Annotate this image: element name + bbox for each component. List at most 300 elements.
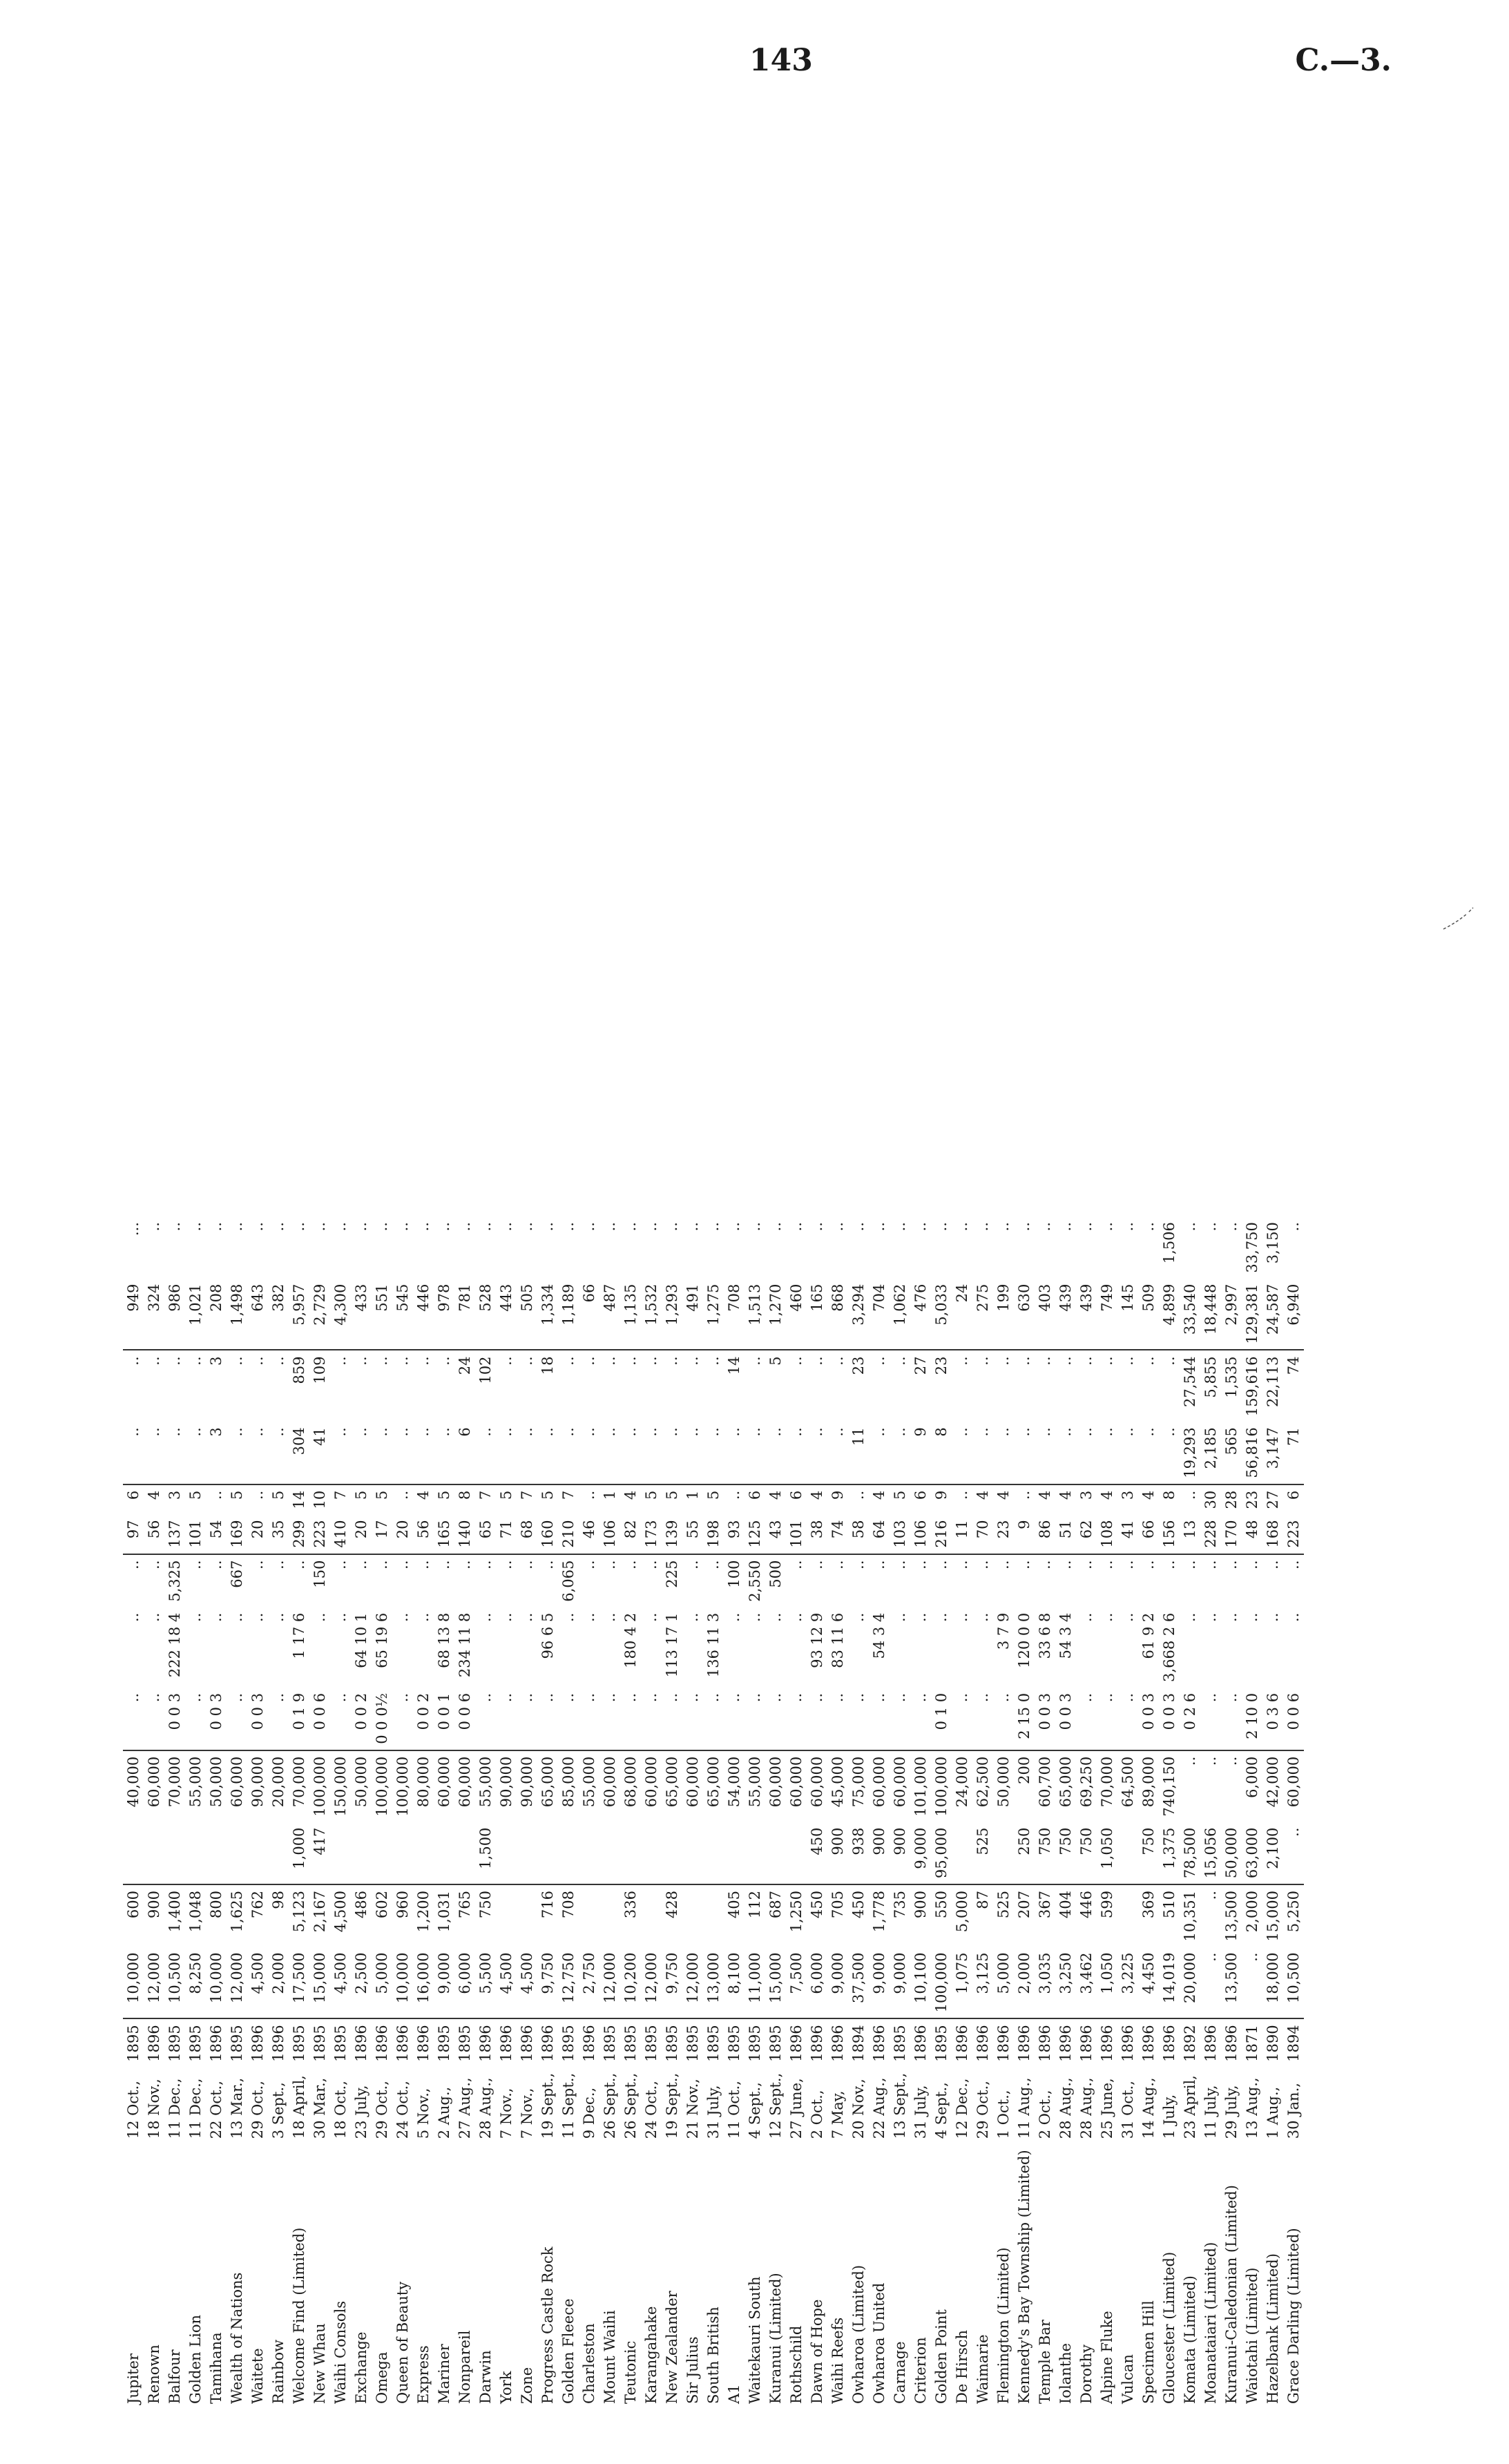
table-cell: .. [602, 1560, 618, 1569]
table-cell: 71 [496, 1515, 517, 1554]
table-cell: .. [353, 1222, 369, 1232]
table-cell: .. [537, 1422, 558, 1484]
company-name-cell: Renown [146, 2344, 162, 2404]
table-cell: 234 11 8 [456, 1612, 473, 1678]
table-cell: 336 [622, 1891, 639, 1919]
table-cell [164, 1822, 185, 1884]
table-cell: 120 0 0 [1016, 1612, 1032, 1668]
table-cell: 1896 [581, 2025, 597, 2062]
table-cell: 13 Mar., [229, 2077, 245, 2139]
table-cell: .. [1159, 1422, 1180, 1484]
table-cell: 170 [1221, 1515, 1242, 1554]
table-cell: 486 [353, 1891, 369, 1919]
table-cell: 7 [332, 1490, 349, 1500]
table-cell: .. [270, 1612, 287, 1623]
table-cell: 1896 [208, 2025, 224, 2062]
table-cell: .. [1078, 1356, 1095, 1366]
table-cell: 113 17 1 [664, 1612, 680, 1678]
company-name-cell: Kuranui (Limited) [767, 2273, 784, 2404]
table-cell: .. [537, 1688, 558, 1750]
table-cell: 1896 [1119, 2025, 1136, 2062]
table-row [123, 1216, 144, 2409]
table-cell: 1,532 [641, 1279, 662, 1350]
table-cell: 30 [1202, 1490, 1219, 1509]
company-name-cell: A1 [726, 2384, 742, 2404]
table-cell: 5 [436, 1490, 452, 1500]
table-cell: 27 [912, 1356, 929, 1375]
table-cell: 1896 [1202, 2025, 1219, 2062]
table-cell: 1,031 [436, 1891, 452, 1933]
table-cell: 29 July, [1223, 2085, 1240, 2139]
table-row [993, 1216, 1014, 2409]
table-cell: 5 [767, 1356, 784, 1366]
table-cell: 1896 [871, 2025, 887, 2062]
company-name-cell: Sir Julius [684, 2336, 701, 2404]
table-cell: .. [1099, 1612, 1115, 1623]
table-cell: .. [871, 1356, 887, 1366]
table-cell: .. [622, 1222, 639, 1232]
table-cell: 68,000 [622, 1756, 639, 1808]
table-cell: 125 [744, 1515, 765, 1554]
table-cell: .. [643, 1222, 660, 1232]
table-cell: 9,000 [890, 1947, 910, 2019]
table-cell: .. [1202, 1560, 1219, 1569]
table-cell: .. [229, 1222, 245, 1232]
table-cell: .. [332, 1612, 349, 1623]
table-cell: 781 [454, 1279, 475, 1350]
table-cell: .. [765, 1688, 786, 1750]
table-cell: 5 [664, 1490, 680, 1500]
table-cell: .. [809, 1560, 825, 1569]
table-cell: .. [912, 1612, 929, 1623]
rotated-table-container [123, 130, 1380, 2409]
table-row [1014, 1216, 1035, 2409]
table-cell: 64 [869, 1515, 890, 1554]
table-cell: 106 [910, 1515, 931, 1554]
table-cell: 5 [705, 1490, 722, 1500]
table-cell: 200 [1016, 1756, 1032, 1784]
company-name-cell: Mariner [436, 2344, 452, 2404]
table-cell: .. [268, 1422, 289, 1484]
table-cell: 704 [869, 1279, 890, 1350]
table-cell: 140 [454, 1515, 475, 1554]
table-cell: 1892 [1182, 2025, 1198, 2062]
table-cell: 41 [1117, 1515, 1138, 1554]
table-cell: 12 Oct., [125, 2081, 142, 2139]
table-cell: .. [869, 1688, 890, 1750]
table-cell: .. [1076, 1688, 1097, 1750]
table-cell: 2 Oct., [1037, 2090, 1053, 2139]
table-row [185, 1216, 206, 2409]
company-name-cell: Rothschild [788, 2325, 805, 2404]
table-cell: 1,500 [475, 1822, 496, 1884]
table-row [517, 1216, 537, 2409]
table-cell: 95,000 [931, 1822, 952, 1884]
table-cell: 98 [270, 1891, 287, 1909]
table-cell: 1896 [954, 2025, 970, 2062]
table-cell: 54 [206, 1515, 227, 1554]
table-cell: .. [684, 1356, 701, 1366]
table-row [372, 1216, 392, 2409]
table-cell: .. [1140, 1222, 1157, 1232]
table-cell: .. [765, 1422, 786, 1484]
table-cell: 0 0 1 [434, 1688, 454, 1750]
table-cell: 51 [1055, 1515, 1076, 1554]
table-cell: 4 [995, 1490, 1012, 1500]
table-cell [682, 1822, 703, 1884]
table-cell: 150 [311, 1560, 328, 1588]
company-name-cell: Exchange [353, 2331, 369, 2404]
table-cell: 9,000 [910, 1822, 931, 1884]
table-cell [392, 1822, 413, 1884]
company-name-cell: Queen of Beauty [394, 2281, 411, 2404]
table-cell: .. [1016, 1560, 1032, 1569]
table-cell: .. [933, 1560, 950, 1569]
table-cell: 9,000 [434, 1947, 454, 2019]
table-cell: 5 [374, 1490, 390, 1500]
table-row [1200, 1216, 1221, 2409]
table-cell: .. [682, 1688, 703, 1750]
table-cell: 69,250 [1078, 1756, 1095, 1808]
table-cell: .. [166, 1356, 183, 1366]
table-cell: 0 0 6 [454, 1688, 475, 1750]
table-cell: 64 10 1 [353, 1612, 369, 1668]
table-cell: .. [1055, 1422, 1076, 1484]
table-cell: 60,000 [643, 1756, 660, 1808]
page-header [0, 43, 1509, 84]
table-row [475, 1216, 496, 2409]
table-cell: .. [912, 1560, 929, 1569]
table-cell: .. [972, 1422, 993, 1484]
table-cell: .. [581, 1612, 597, 1623]
table-cell: 150,000 [332, 1756, 349, 1817]
table-cell: 9 [1014, 1515, 1035, 1554]
table-cell: 1,075 [952, 1947, 972, 2019]
table-cell: .. [436, 1356, 452, 1366]
company-name-cell: Welcome Find (Limited) [291, 2227, 307, 2404]
table-cell [351, 1822, 372, 1884]
table-cell [1117, 1822, 1138, 1884]
table-cell: .. [249, 1356, 266, 1366]
table-row [206, 1216, 227, 2409]
table-cell: 10,100 [910, 1947, 931, 2019]
table-cell: .. [560, 1222, 577, 1232]
company-name-cell: Kennedy's Bay Township (Limited) [1016, 2150, 1032, 2404]
table-cell [724, 1822, 744, 1884]
company-name-cell: De Hirsch [954, 2329, 970, 2404]
table-cell: 30 Mar., [311, 2077, 328, 2139]
table-cell: .. [394, 1612, 411, 1623]
table-cell: .. [599, 1422, 620, 1484]
table-cell: 60,000 [1285, 1756, 1302, 1808]
company-name-cell: Carnage [892, 2341, 908, 2404]
table-cell: 1,050 [1097, 1822, 1117, 1884]
table-cell: 859 [291, 1356, 307, 1384]
table-cell: .. [871, 1560, 887, 1569]
table-cell: 60,000 [767, 1756, 784, 1808]
table-cell: .. [1014, 1422, 1035, 1484]
page-number: 143 [749, 43, 813, 78]
table-cell: .. [1283, 1822, 1304, 1884]
table-cell: 1895 [622, 2025, 639, 2062]
table-cell: 1,400 [166, 1891, 183, 1933]
table-cell: .. [270, 1222, 287, 1232]
table-cell: .. [850, 1222, 867, 1232]
table-cell: 450 [809, 1891, 825, 1919]
table-cell: .. [579, 1688, 599, 1750]
table-cell: 101,000 [912, 1756, 929, 1817]
table-cell: .. [641, 1422, 662, 1484]
table-cell: 5 [187, 1490, 204, 1500]
table-cell: .. [1221, 1688, 1242, 1750]
table-cell: 17,500 [289, 1947, 309, 2019]
table-cell: 60,000 [684, 1756, 701, 1808]
table-cell: .. [892, 1560, 908, 1569]
company-name-cell: Waiotahi (Limited) [1244, 2267, 1260, 2404]
table-cell: .. [788, 1560, 805, 1569]
pencil-mark [1440, 905, 1481, 933]
table-cell: 12,750 [558, 1947, 579, 2019]
table-row [579, 1216, 599, 2409]
table-cell: .. [187, 1612, 204, 1623]
table-cell: 0 1 0 [931, 1688, 952, 1750]
table-cell: 26 Sept., [622, 2072, 639, 2139]
table-cell: .. [353, 1356, 369, 1366]
table-cell: 7 Nov., [498, 2088, 515, 2139]
table-cell: 0 3 6 [1262, 1688, 1283, 1750]
table-cell: .. [519, 1560, 535, 1569]
table-cell: 11,000 [744, 1947, 765, 2019]
table-cell: 3,294 [848, 1279, 869, 1350]
table-cell: 708 [724, 1279, 744, 1350]
table-cell: .. [1119, 1356, 1136, 1366]
table-cell: 83 11 6 [829, 1612, 846, 1668]
table-cell: .. [415, 1612, 432, 1623]
table-cell: .. [330, 1422, 351, 1484]
table-cell: 20,000 [270, 1756, 287, 1808]
table-cell [579, 1822, 599, 1884]
table-cell: 5 [539, 1490, 556, 1500]
table-cell: 8,100 [724, 1947, 744, 2019]
table-cell [268, 1822, 289, 1884]
mining-companies-table [123, 1216, 1304, 2409]
table-cell: 28 [1223, 1490, 1240, 1509]
table-cell: 11 Sept., [560, 2072, 577, 2139]
table-cell: .. [1223, 1222, 1240, 1232]
table-cell: 11 [952, 1515, 972, 1554]
table-cell: 2 10 0 [1242, 1688, 1262, 1750]
table-cell [185, 1822, 206, 1884]
table-row [496, 1216, 517, 2409]
table-cell: .. [392, 1422, 413, 1484]
table-cell: 900 [890, 1822, 910, 1884]
table-cell: 986 [164, 1279, 185, 1350]
table-cell: 1895 [933, 2025, 950, 2062]
table-cell: 9 Dec., [581, 2087, 597, 2139]
table-cell: 63,000 [1242, 1822, 1262, 1884]
table-cell: 0 2 6 [1180, 1688, 1200, 1750]
table-cell: .. [187, 1560, 204, 1569]
table-cell: 404 [1057, 1891, 1074, 1919]
table-cell: .. [809, 1356, 825, 1366]
table-cell: 61 9 2 [1140, 1612, 1157, 1659]
table-cell: .. [1097, 1422, 1117, 1484]
table-cell: .. [995, 1560, 1012, 1569]
table-cell: .. [1078, 1222, 1095, 1232]
table-cell: 13,000 [703, 1947, 724, 2019]
table-cell: 5 [643, 1490, 660, 1500]
table-cell: .. [827, 1688, 848, 1750]
table-cell: 2 15 0 [1014, 1688, 1035, 1750]
table-cell: 3,462 [1076, 1947, 1097, 2019]
table-cell: 505 [517, 1279, 537, 1350]
table-cell: 2,000 [268, 1947, 289, 2019]
table-cell: 14 Aug., [1140, 2077, 1157, 2139]
table-cell: .. [1097, 1688, 1117, 1750]
table-cell: 38 [807, 1515, 827, 1554]
table-row [1180, 1216, 1200, 2409]
table-cell: 22 Oct., [208, 2081, 224, 2139]
table-cell: 417 [309, 1822, 330, 1884]
table-cell: .. [1119, 1560, 1136, 1569]
table-cell: 1 [684, 1490, 701, 1500]
company-name-cell: Express [415, 2345, 432, 2404]
company-name-cell: South British [705, 2307, 722, 2404]
table-cell: 54 3 4 [1057, 1612, 1074, 1659]
table-cell: 750 [1055, 1822, 1076, 1884]
table-cell: 70 [972, 1515, 993, 1554]
table-row [848, 1216, 869, 2409]
company-name-cell: New Whau [311, 2323, 328, 2404]
table-cell: 54 3 4 [871, 1612, 887, 1659]
table-cell: .. [827, 1422, 848, 1484]
table-cell: .. [684, 1222, 701, 1232]
table-cell [496, 1822, 517, 1884]
table-row [454, 1216, 475, 2409]
table-cell: 1 July, [1161, 2094, 1178, 2139]
table-cell: 2,550 [747, 1560, 763, 1602]
table-cell: .. [392, 1688, 413, 1750]
table-cell: 1896 [415, 2025, 432, 2062]
table-cell [641, 1822, 662, 1884]
table-cell: 93 [724, 1515, 744, 1554]
table-cell: .. [809, 1222, 825, 1232]
table-cell: 3 7 9 [995, 1612, 1012, 1650]
table-cell: 749 [1097, 1279, 1117, 1350]
table-cell: 1 17 6 [291, 1612, 307, 1659]
table-cell: .. [247, 1422, 268, 1484]
table-cell: .. [475, 1688, 496, 1750]
table-cell [579, 1884, 599, 1947]
table-cell: 4 [622, 1490, 639, 1500]
table-cell: .. [933, 1612, 950, 1623]
company-name-cell: Owharoa (Limited) [850, 2264, 867, 2404]
table-cell: 102 [477, 1356, 494, 1384]
table-cell: 96 6 5 [539, 1612, 556, 1659]
table-cell: 85,000 [560, 1756, 577, 1808]
table-cell: 446 [413, 1279, 434, 1350]
table-cell: 24 [952, 1279, 972, 1350]
table-cell: .. [726, 1222, 742, 1232]
table-cell: 439 [1076, 1279, 1097, 1350]
table-cell: .. [187, 1222, 204, 1232]
table-cell [247, 1822, 268, 1884]
table-cell: 3,035 [1035, 1947, 1055, 2019]
table-cell: 1896 [394, 2025, 411, 2062]
table-cell: .. [1057, 1356, 1074, 1366]
table-cell: 55,000 [581, 1756, 597, 1808]
table-cell: .. [705, 1560, 722, 1569]
table-cell [786, 1822, 807, 1884]
table-cell: 10,000 [206, 1947, 227, 2019]
table-cell: 1896 [270, 2025, 287, 2062]
table-cell: .. [227, 1422, 247, 1484]
table-cell: .. [1078, 1612, 1095, 1623]
table-cell: 68 [517, 1515, 537, 1554]
table-cell: 2,729 [309, 1279, 330, 1350]
table-cell: 55,000 [187, 1756, 204, 1808]
table-cell [537, 1822, 558, 1884]
table-cell: 1,021 [185, 1279, 206, 1350]
table-cell: 70,000 [1099, 1756, 1115, 1808]
table-cell: 410 [330, 1515, 351, 1554]
table-cell: 68 13 8 [436, 1612, 452, 1668]
table-cell: .. [641, 1688, 662, 1750]
table-cell: 13,500 [1223, 1891, 1240, 1942]
table-cell: 60,000 [146, 1756, 162, 1808]
table-cell [744, 1822, 765, 1884]
table-cell: 33,750 [1244, 1222, 1260, 1273]
table-cell: 223 [1283, 1515, 1304, 1554]
table-cell: .. [1078, 1560, 1095, 1569]
table-cell: 4,500 [496, 1947, 517, 2019]
table-cell [227, 1822, 247, 1884]
table-cell [496, 1884, 517, 1947]
table-cell: 64,500 [1119, 1756, 1136, 1808]
table-cell: 45,000 [829, 1756, 846, 1808]
table-cell: 18 April, [291, 2075, 307, 2139]
table-cell: 1896 [249, 2025, 266, 2062]
table-cell: 10,200 [620, 1947, 641, 2019]
table-cell: 4 Sept., [933, 2082, 950, 2139]
table-cell: 139 [662, 1515, 682, 1554]
table-cell: .. [622, 1560, 639, 1569]
table-cell: 4,500 [330, 1947, 351, 2019]
table-cell: 900 [869, 1822, 890, 1884]
table-cell: .. [1242, 1947, 1262, 2019]
table-cell: .. [993, 1422, 1014, 1484]
table-cell: .. [560, 1612, 577, 1623]
table-row [537, 1216, 558, 2409]
table-cell [641, 1884, 662, 1947]
table-row [972, 1216, 993, 2409]
table-cell: 50,000 [1221, 1822, 1242, 1884]
table-cell: 900 [827, 1822, 848, 1884]
table-cell: 65,000 [1057, 1756, 1074, 1808]
table-cell: 56 [144, 1515, 164, 1554]
table-cell: 28 Aug., [1057, 2077, 1074, 2139]
table-cell: .. [477, 1560, 494, 1569]
table-cell: 18 Oct., [332, 2081, 349, 2139]
table-cell: .. [643, 1356, 660, 1366]
table-cell: 5 [229, 1490, 245, 1500]
table-cell [703, 1822, 724, 1884]
table-cell: 12,000 [227, 1947, 247, 2019]
company-name-cell: Hazelbank (Limited) [1265, 2253, 1281, 2404]
table-row [1035, 1216, 1055, 2409]
table-cell: .. [995, 1222, 1012, 1232]
table-cell: 4 Sept., [747, 2082, 763, 2139]
